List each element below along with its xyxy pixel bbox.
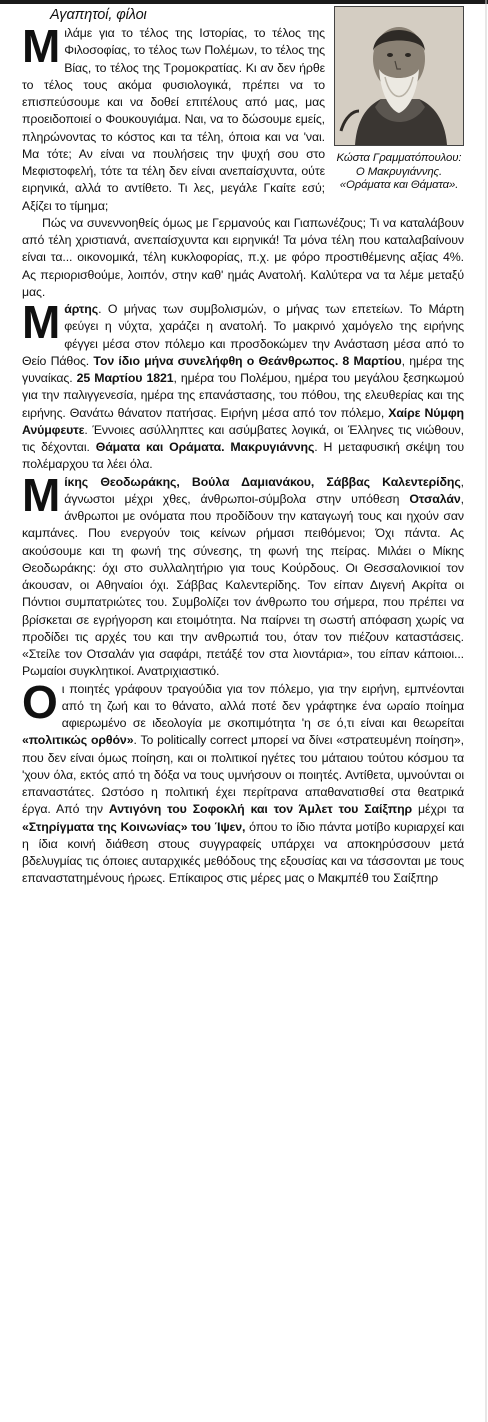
bold-phrase: ίκης Θεοδωράκης, Βούλα Δαμιανάκου, Σάββας Καλεντερίδης: [64, 474, 461, 489]
bold-phrase: 25 Μαρτίου 1821: [76, 371, 174, 385]
bold-phrase: Θάματα και Οράματα. Μακρυγιάννης: [95, 440, 315, 454]
salutation: Αγαπητοί, φίλοι: [50, 7, 147, 23]
bold-phrase: Τον ίδιο μήνα συνελήφθη ο Θεάνθρωπος. 8 Μαρτίου: [93, 353, 402, 368]
text-run: όπου το ίδιο πάντα μοτίβο κυριαρχεί και η ίδια κοινή διάθεση στους συγγραφείς υπάρχει να αποκηρύσσουν μετά βδελυγμίας τις όποιες αυταρχικές μεθόδους της εξουσίας και να τάσσονται με τους επαναστατημένους ήρωες. Επίκαιρος στις μέρες μας ο Μακμπέθ του Σαίξπηρ: [22, 819, 464, 886]
text-run: . Το politically correct μπορεί να δίνει «στρατευμένη ποίηση», που δεν είναι όμως ποίηση, και οι πολιτικοί ηγέτες του μάταιου τούτου κόσμου τα 'χουν όλα, εκτός από τη δόξα να τους υμνήσουν οι ποιητές. Αντίθετα, υμνούνται οι επαναστάτες. Ωστόσο η πολιτική έχει περίτρανα απαθανατισθεί στα θεατρικά έργα. Από την: [22, 733, 464, 817]
text-run: , άγνωστοι μέχρι χθες, άνθρωποι-σύμβολα στην υπόθεση: [64, 474, 464, 506]
paragraph-4: [22, 468, 464, 681]
text-run: μέχρι τα: [412, 802, 465, 817]
text-run: , άνθρωποι με ονόματα που προδίδουν την καταγωγή τους και ηχούν σαν καμπάνες. Που ενεργούν τοις κείνων ρήμασι πειθόμενοι; Όχι πάντα. Ας ακούσουμε και τη φωνή της σύνεσης, τη φωνή της πείρας. Μιλάει ο Μίκης Θεοδωράκης: όχι στο συλλαλητήριο για τους Κούρδους. Οι Θεσσαλονικιοί τον άκουσαν, οι Αθηναίοι όχι. Σάββας Καλεντερίδης. Τον είπαν Διγενή Ακρίτα οι Πόντιοι συμπατριώτες του. Συμβολίζει τον άνθρωπο του σήμερα, που πρέπει να βρίσκεται σε εγρήγορση και ετοιμότητα. Να παίρνει τη σωστή απόφαση χωρίς να προδίδει τις αρχές του και την ανθρωπιά του, όταν τον πιέζουν καταστάσεις. «Στείλε τον Οτσαλάν για σαφάρι, πετάξέ τον στα λιοντάρια», του είπαν κάποιοι... Ρωμαίοι συγκλητικοί. Ανατριχιαστικό.: [22, 491, 464, 679]
bold-phrase: Χαίρε Νύμφη Ανύμφευτε: [22, 405, 464, 437]
drop-cap: Ο: [22, 675, 58, 728]
article-column: [22, 6, 464, 888]
drop-cap: Μ: [22, 20, 61, 72]
text-run: . Ο μήνας των συμβολισμών, ο μήνας των επετείων. Το Μάρτη φεύγει η νύχτα, χαράζει η ανατολή. Το μακρινό χαμόγελο της ειρήνης φέγγει μέσα στον πόλεμο και προσδοκώμεν την Ανάσταση μέσα από το Θείο Πάθος.: [22, 302, 464, 368]
top-rule: [0, 0, 488, 4]
bold-phrase: άρτης: [64, 302, 99, 316]
portrait-bust-icon: [334, 6, 464, 146]
bold-phrase: Αντιγόνη του Σοφοκλή και τον Άμλετ του Σαίξπηρ: [108, 802, 413, 817]
text-run: . Έννοιες ασύλληπτες και ασύμβατες λογικά, οι Έλληνες τις νιώθουν, τις δέχονται.: [22, 422, 464, 454]
paragraph-1-text: ιλάμε για το τέλος της Ιστορίας, το τέλος της Φιλοσοφίας, το τέλος των Πολέμων, το τέλος της Βίας, το τέλος της Τρομοκρατίας. Κι αν δεν ήρθε το τέλος τους ακόμα φυσιολογικά, πρέπει να το επισπεύσουμε και να δοθεί επιτέλους από μας, μας προειδοποιεί ο Φουκουγιάμα. Ναι, να το δώσουμε εμείς, πληρώνοντας το κόστος και τα τέλη, όποια και να 'ναι. Μα τότε; Αν είναι να πουλήσεις την ψυχή σου στο Μεφιστοφελή, τότε τα τέλη δεν είναι ανεπαίσχυντα, ούτε ειρηνικά, αλλά το αντίθετο. Τι λες, μεγάλε Γκαίτε εσύ; Αξίζει το τίμημα;: [22, 26, 325, 213]
paragraph-2: Πώς να συνεννοηθείς όμως με Γερμανούς και Γιαπωνέζους; Τι να καταλάβουν από τέλη χριστιανά, ανεπαίσχυντα και ειρηνικά! Τα μόνα τέλη που καταλαβαίνουν είναι τα... οικονομικά, τέλη κυκλοφορίας, π.χ. με φόρο προστιθέμενης αξίας 4%. Ας περιορισθούμε, λοιπόν, στην καθ' ημάς Ανατολή. Καλύτερα να τα λέμε μεταξύ μας.: [22, 215, 464, 299]
figure-caption: Κώστα Γραμματόπουλου: Ο Μακρυγιάννης. «Οράματα και Θάματα».: [336, 152, 462, 192]
bold-phrase: «Στηρίγματα της Κοινωνίας» του Ίψεν,: [22, 819, 246, 834]
paragraph-5: [22, 675, 465, 888]
bold-phrase: «πολιτικώς ορθόν»: [22, 733, 134, 748]
page-edge-marks: [476, 0, 488, 1422]
figure: [334, 6, 464, 193]
text-run: . Η μεταφυσική σκέψη του πολέμαρχου τα λέει όλα.: [22, 440, 464, 472]
drop-cap: Μ: [22, 296, 61, 348]
text-run: , ημέρα του Πολέμου, ημέρα του μεγάλου ξεσηκωμού για την παλιγγενεσία, ημέρα της επανάστασης, του πόθου, της ελευθερίας και της ειρήνης. Θανάτω θάνατον πατήσας. Ειρήνη μέσα από τον πόλεμο,: [22, 371, 464, 420]
paragraph-3: [22, 296, 464, 474]
text-run: ι ποιητές γράφουν τραγούδια για τον πόλεμο, για την ειρήνη, εμπνέονται από τη ζωή και το θάνατο, αλλά ποτέ δεν γράφτηκε ένα ωραίο ποίημα αφιερωμένο σε ιδεολογία με σκοπιμότητα 'η σε ό,τι είναι και θεωρείται: [61, 681, 464, 730]
bold-phrase: Οτσαλάν: [409, 491, 461, 506]
text-run: , ημέρα της γυναίκας.: [22, 353, 464, 385]
drop-cap: Μ: [22, 468, 61, 521]
